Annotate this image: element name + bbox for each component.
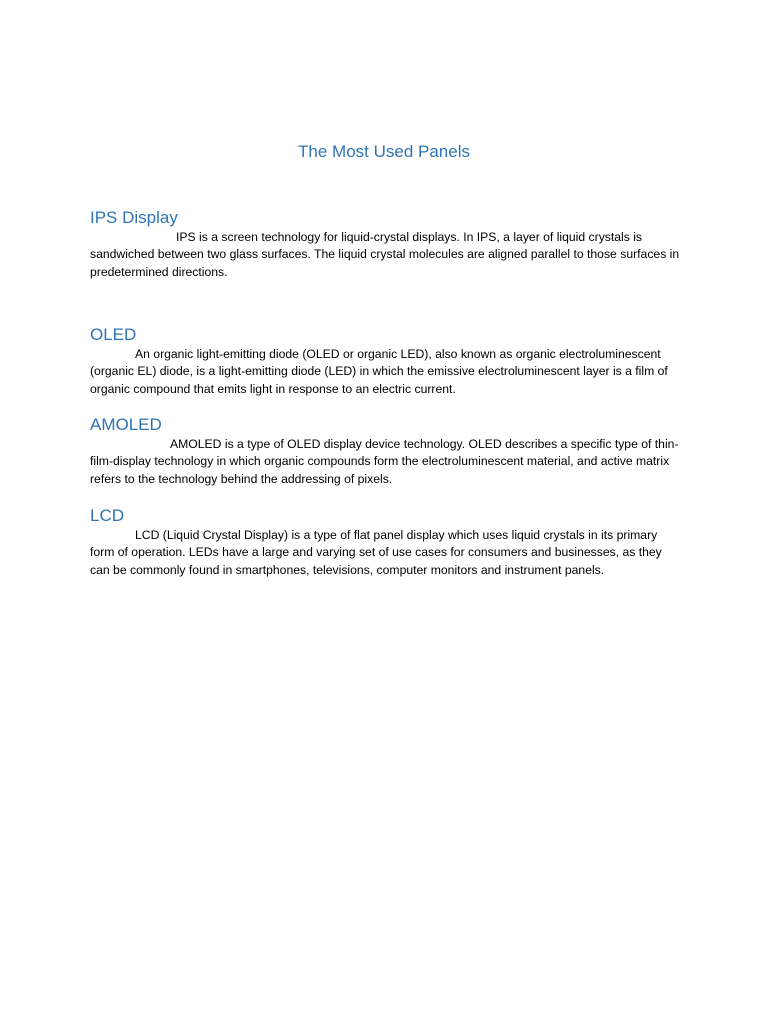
section-body: AMOLED is a type of OLED display device technology. OLED describes a specific type of thin-film-display technology in which organic compounds form the electroluminescent material, and active matrix refers to the technology behind the addressing of pixels. bbox=[90, 437, 679, 486]
page-title: The Most Used Panels bbox=[298, 142, 470, 161]
section-heading: LCD bbox=[90, 506, 125, 525]
section-lcd bbox=[90, 505, 680, 579]
section-body: IPS is a screen technology for liquid-crystal displays. In IPS, a layer of liquid crystals is sandwiched between two glass surfaces. The liquid crystal molecules are aligned parallel to those surfaces in predetermined directions. bbox=[90, 230, 680, 279]
section-heading: AMOLED bbox=[90, 415, 162, 434]
section-amoled bbox=[90, 414, 680, 488]
section-ips-display bbox=[90, 207, 680, 281]
section-body: An organic light-emitting diode (OLED or organic LED), also known as organic electroluminescent (organic EL) diode, is a light-emitting diode (LED) in which the emissive electroluminescent layer is a film of organic compound that emits light in response to an electric current. bbox=[90, 347, 668, 396]
section-body: LCD (Liquid Crystal Display) is a type of flat panel display which uses liquid crystals in its primary form of operation. LEDs have a large and varying set of use cases for consumers and businesses, as they can be commonly found in smartphones, televisions, computer monitors and instrument panels. bbox=[90, 528, 662, 577]
section-heading: IPS Display bbox=[90, 208, 178, 227]
section-heading: OLED bbox=[90, 325, 137, 344]
section-oled bbox=[90, 324, 680, 398]
